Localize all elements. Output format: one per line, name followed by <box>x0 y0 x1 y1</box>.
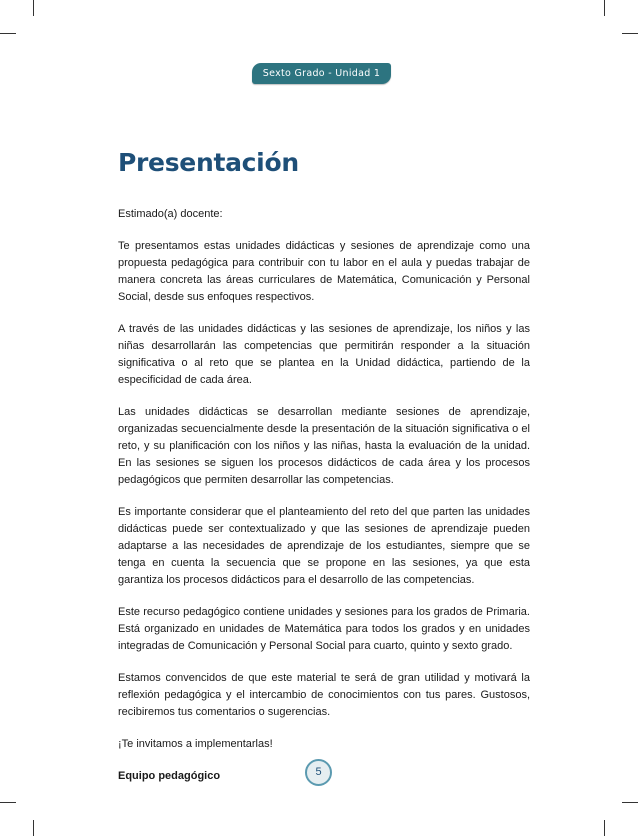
paragraph: Es importante considerar que el planteamiento del reto del que parten las unidades didácticas puede ser contextualizado y que las sesiones de aprendizaje pueden adaptarse a las necesidades de aprendizaje de los estudiantes, siempre que se tenga en cuenta la secuencia que se propone en las sesiones, ya que esta garantiza los procesos didácticos para el desarrollo de las competencias. <box>118 506 530 586</box>
unit-badge <box>252 63 391 84</box>
crop-mark <box>622 802 638 803</box>
greeting: Estimado(a) docente: <box>118 208 223 220</box>
body-text <box>118 206 530 800</box>
crop-mark <box>604 820 605 836</box>
paragraph: Este recurso pedagógico contiene unidades y sesiones para los grados de Primaria. Está organizado en unidades de Matemática para todos los grados y en unidades integradas de Comunicación y Personal Social para cuarto, quinto y sexto grado. <box>118 606 530 652</box>
closing-line: ¡Te invitamos a implementarlas! <box>118 738 273 750</box>
paragraph: A través de las unidades didácticas y las sesiones de aprendizaje, los niños y las niñas desarrollarán las competencias que permitirán responder a la situación significativa o al reto que se plantea en la Unidad didáctica, partiendo de la especificidad de cada área. <box>118 323 530 386</box>
crop-mark <box>604 0 605 16</box>
paragraph: Te presentamos estas unidades didácticas y sesiones de aprendizaje como una propuesta pedagógica para contribuir con tu labor en el aula y puedas trabajar de manera concreta las áreas curriculares de Matemática, Comunicación y Personal Social, desde sus enfoques respectivos. <box>118 240 530 303</box>
paragraph: Estamos convencidos de que este material te será de gran utilidad y motivará la reflexión pedagógica y el intercambio de conocimientos con tus pares. Gustosos, recibiremos tus comentarios o sugerencias. <box>118 672 530 718</box>
page-number: 5 <box>305 759 332 786</box>
signature: Equipo pedagógico <box>118 770 221 782</box>
page-title: Presentación <box>118 148 299 177</box>
crop-mark <box>33 0 34 16</box>
crop-mark <box>0 33 16 34</box>
crop-mark <box>0 802 16 803</box>
unit-badge-label: Sexto Grado - Unidad 1 <box>262 68 381 79</box>
crop-mark <box>33 820 34 836</box>
paragraph: Las unidades didácticas se desarrollan mediante sesiones de aprendizaje, organizadas secuencialmente desde la presentación de la situación significativa o el reto, y su planificación con los niños y las niñas, hasta la evaluación de la unidad. En las sesiones se siguen los procesos didácticos de cada área y los procesos pedagógicos que permiten desarrollar las competencias. <box>118 406 530 486</box>
crop-mark <box>622 33 638 34</box>
